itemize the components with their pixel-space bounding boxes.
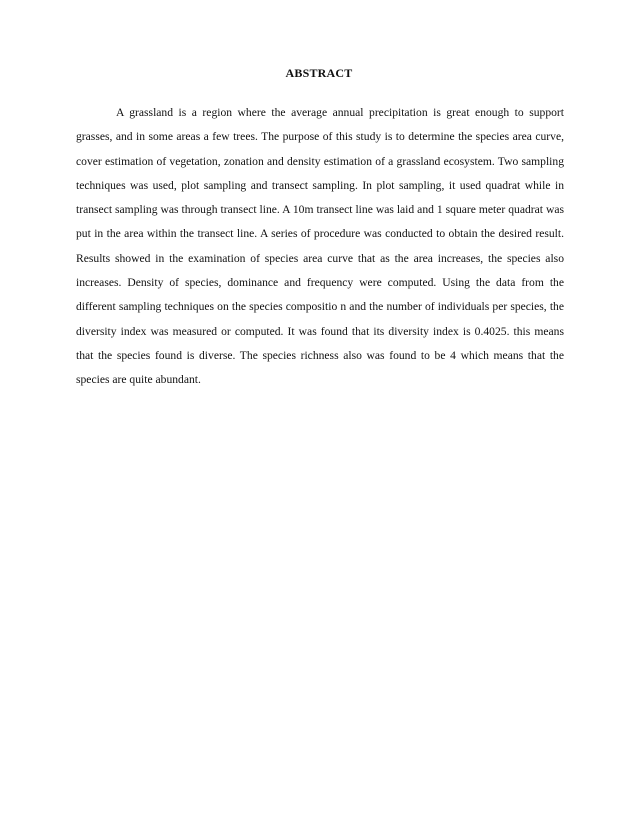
abstract-paragraph: A grassland is a region where the average annual precipitation is great enough to support grasses, and in some areas a few trees. The purpose of this study is to determine the species area curve, cover estimation of vegetation, zonation and density estimation of a grassland ecosystem. Two sampling techniques was used, plot sampling and transect sampling. In plot sampling, it used quadrat while in transect sampling was through transect line. A 10m transect line was laid and 1 square meter quadrat was put in the area within the transect line. A series of procedure was conducted to obtain the desired result. Results showed in the examination of species area curve that as the area increases, the species also increases. Density of species, dominance and frequency were computed. Using the data from the different sampling techniques on the species compositio n and the number of individuals per species, the diversity index was measured or computed. It was found that its diversity index is 0.4025. this means that the species found is diverse. The species richness also was found to be 4 which means that the species are quite abundant.: [76, 106, 564, 387]
abstract-heading: ABSTRACT: [285, 66, 353, 80]
